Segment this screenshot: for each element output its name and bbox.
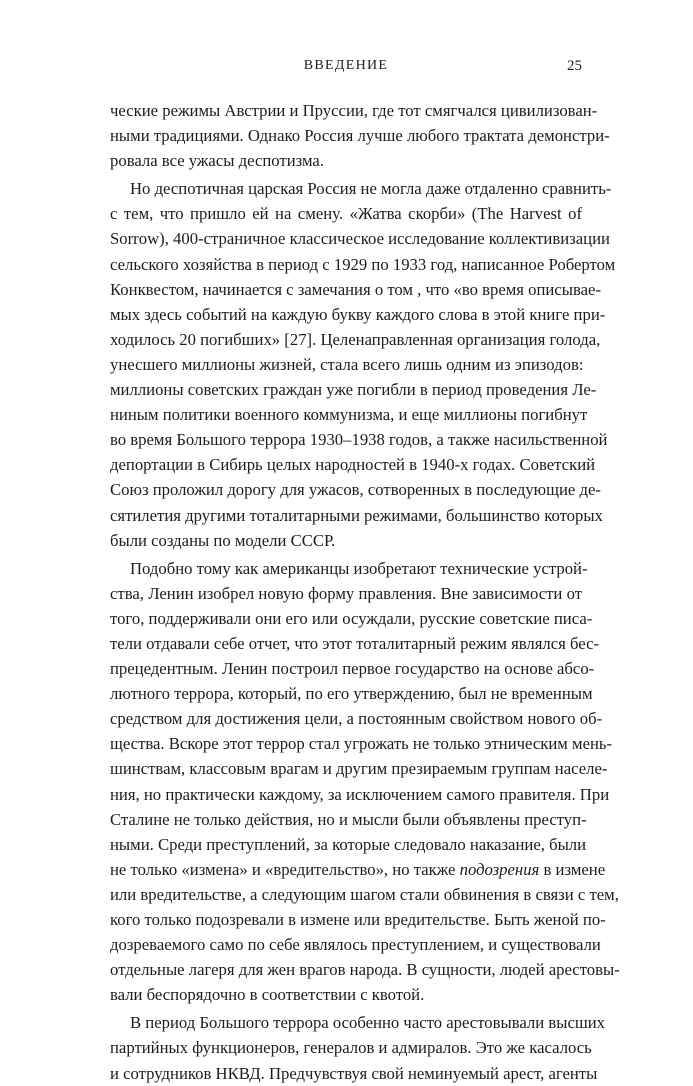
text-line: Но деспотичная царская Россия не могла даже отдаленно сравнить- <box>130 179 612 199</box>
text-line: депортации в Сибирь целых народностей в 1940-х годах. Советский <box>110 455 596 475</box>
text-line: ными традициями. Однако Россия лучше любого трактата демонстри- <box>110 126 610 146</box>
text-line: и сотрудников НКВД. Предчувствуя свой неминуемый арест, агенты <box>110 1063 598 1083</box>
text-line: лютного террора, который, по его утверждению, был не временным <box>110 684 593 704</box>
text-line: Конквестом, начинается с замечания о том , что «во время описывае- <box>110 279 601 299</box>
text-line: Sorrow), 400-страничное классическое исследование коллективизации <box>110 229 610 249</box>
text-line: Подобно тому как американцы изобретают технические устрой- <box>130 558 588 578</box>
text-line: ровала все ужасы деспотизма. <box>110 151 325 171</box>
text-line: прецедентным. Ленин построил первое государство на основе абсо- <box>110 659 595 679</box>
running-head <box>110 58 582 80</box>
text-line: во время Большого террора 1930–1938 годов, а также насильственной <box>110 430 608 450</box>
text-line: кого только подозревали в измене или вредительстве. Быть женой по- <box>110 910 606 929</box>
text-line: ными. Среди преступлений, за которые следовало наказание, были <box>110 834 587 854</box>
text-line: вали беспорядочно в соответствии с квотой. <box>110 985 425 1005</box>
text-line: шинствам, классовым врагам и другим презираемым группам населе- <box>110 759 608 779</box>
text-line: миллионы советских граждан уже погибли в период проведения Ле- <box>110 380 597 400</box>
text-line: ходилось 20 погибших» [27]. Целенаправленная организация голода, <box>110 329 601 349</box>
text-line: щества. Вскоре этот террор стал угрожать не только этническим мень- <box>110 734 613 754</box>
text-line: тели отдавали себе отчет, что этот тоталитарный режим являлся бес- <box>110 633 600 653</box>
text-line: того, поддерживали они его или осуждали, русские советские писа- <box>110 608 593 628</box>
text-line: партийных функционеров, генералов и адмиралов. Это же касалось <box>110 1038 592 1058</box>
text-line: ческие режимы Австрии и Пруссии, где тот смягчался цивилизован- <box>110 101 598 120</box>
body-text <box>110 98 620 1086</box>
text-line: были созданы по модели СССР. <box>110 530 336 550</box>
paragraph <box>110 556 620 1008</box>
text-line: В период Большого террора особенно часто арестовывали высших <box>130 1013 605 1033</box>
page-number: 25 <box>567 58 582 74</box>
section-title: ВВЕДЕНИЕ <box>303 58 389 73</box>
text-line: Сталине не только действия, но и мысли были объявлены преступ- <box>110 809 587 829</box>
paragraph <box>110 176 616 552</box>
paragraph <box>110 98 610 173</box>
text-line: с тем, что пришло ей на смену. «Жатва скорби» (The Harvest of <box>110 204 582 224</box>
text-line: Союз проложил дорогу для ужасов, сотворенных в последующие де- <box>110 480 601 500</box>
text-line: унесшего миллионы жизней, стала всего лишь одним из эпизодов: <box>110 354 584 374</box>
text-line: ниным политики военного коммунизма, и еще миллионы погибнут <box>110 405 588 425</box>
text-line: ния, но практически каждому, за исключением самого правителя. При <box>110 784 610 804</box>
text-line: мых здесь событий на каждую букву каждого слова в этой книге при- <box>110 304 606 324</box>
text-line: средством для достижения цели, а постоянным свойством нового об- <box>110 709 603 729</box>
paragraph <box>110 1010 605 1085</box>
text-line: сельского хозяйства в период с 1929 по 1933 год, написанное Робертом <box>110 254 616 274</box>
text-line: сятилетия другими тоталитарными режимами, большинство которых <box>110 505 603 525</box>
text-line: не только «измена» и «вредительство», но также подозрения в измене <box>110 859 606 879</box>
italic-emphasis: подозрения <box>459 859 540 879</box>
text-line: ства, Ленин изобрел новую форму правления. Вне зависимости от <box>110 583 582 603</box>
text-line: отдельные лагеря для жен врагов народа. В сущности, людей арестовы- <box>110 960 620 980</box>
text-line: дозреваемого само по себе являлось преступлением, и существовали <box>110 935 601 955</box>
text-line: или вредительстве, а следующим шагом стали обвинения в связи с тем, <box>110 884 619 904</box>
